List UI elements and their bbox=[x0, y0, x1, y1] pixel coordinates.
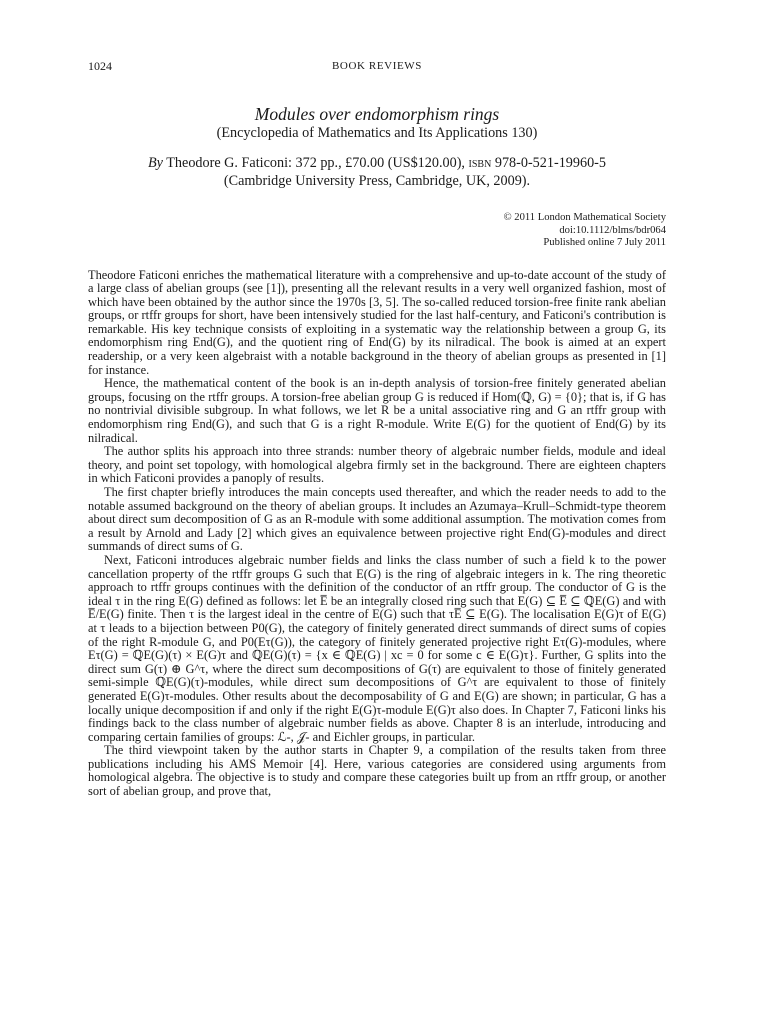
paragraph-5: Next, Faticoni introduces algebraic number fields and links the class number of such a field k to the power cancellation property of the rtffr groups G such that E(G) is the ring of algebraic integers in k. The ring theoretic approach to rtffr groups continues with the definition of the conductor of an rtffr group. The conductor of G is the ideal τ in the ring E(G) defined as follows: let E̅ be an integrally closed ring such that E(G) ⊆ E̅ ⊆ ℚE(G) and with E̅/E(G) finite. Then τ is the largest ideal in the centre of E(G) such that τE̅ ⊆ E(G). The localisation E(G)τ of E(G) at τ leads to a bijection between P0(G), the category of finitely generated direct summands of direct sums of copies of the right R-module G, and P0(Eτ(G)), the category of finitely generated projective right Eτ(G)-modules, where Eτ(G) = ℚE(G)(τ) × E(G)τ and ℚE(G)(τ) = {x ∈ ℚE(G) | xc = 0 for some c ∈ E(G)τ}. Further, G splits into the direct sum G(τ) ⊕ G^τ, where the direct sum decompositions of G(τ) are equivalent to those of finitely generated semi-simple ℚE(G)(τ)-modules, while direct sum decompositions of G^τ are equivalent to those of finitely generated E(G)τ-modules. Other results about the decomposability of G and E(G) are shown; in particular, G has a locally unique decomposition if and only if the right E(G)τ-module E(G)τ also does. In Chapter 7, Faticoni links his findings back to the class number of algebraic number fields as above. Chapter 8 is an interlude, introducing and comparing certain families of groups: ℒ-, 𝒥- and Eichler groups, in particular. bbox=[88, 552, 666, 744]
by-word: By bbox=[148, 155, 163, 171]
paragraph-6: The third viewpoint taken by the author starts in Chapter 9, a compilation of the results taken from three publications including his AMS Memoir [4]. Here, various categories are considered using arguments from homological algebra. The objective is to study and compare these categories built up from an rtffr group, or another sort of abelian group, and prove that, bbox=[88, 743, 666, 799]
paragraph-1: Theodore Faticoni enriches the mathematical literature with a comprehensive and up-to-date account of the study of a large class of abelian groups (see [1]), presenting all the relevant results in a very well organized fashion, most of which have been obtained by the author since the 1970s [3, 5]. The so-called reduced torsion-free finite rank abelian groups, or rtffr groups for short, have been intensively studied for the last half-century, and Faticoni's contribution is remarkable. His key technique consists of exploiting in a systematic way the relationship between a group G, its endomorphism ring End(G), and the quotient ring of End(G) by its nilradical. The book is aimed at an expert readership, or a very keen algebraist with a notable background in the theory of abelian groups as presented in [1] for instance. bbox=[88, 267, 666, 377]
paragraph-4: The first chapter briefly introduces the main concepts used thereafter, and which the reader needs to add to the notable assumed background on the theory of abelian groups. It includes an Azumaya–Krull–Schmidt-type theorem about direct sum decomposition of G as an R-module with some additional assumption. The motivation comes from a result by Arnold and Lady [2] which gives an equivalence between projective right End(G)-modules and direct summands of direct sums of G. bbox=[88, 485, 666, 554]
publication-meta bbox=[88, 212, 666, 250]
paragraph-2: Hence, the mathematical content of the book is an in-depth analysis of torsion-free finitely generated abelian groups, focusing on the rtffr groups. A torsion-free abelian group G is reduced if Hom(ℚ, G) = {0}; that is, if G has no nontrivial divisible subgroup. In what follows, we let R be a unital associative ring and G an rtffr group with endomorphism ring End(G), and such that G is a right R-module. Write E(G) for the quotient of End(G) by its nilradical. bbox=[88, 376, 666, 445]
book-series: (Encyclopedia of Mathematics and Its Applications 130) bbox=[216, 125, 538, 141]
doi-line: doi:10.1112/blms/bdr064 bbox=[559, 224, 666, 236]
book-title: Modules over endomorphism rings bbox=[254, 104, 500, 124]
byline bbox=[88, 154, 666, 190]
isbn-number: 978-0-521-19960-5 bbox=[494, 155, 606, 171]
review-body bbox=[88, 269, 666, 799]
page-number: 1024 bbox=[88, 59, 112, 73]
imprint: (Cambridge University Press, Cambridge, UK, 2009). bbox=[223, 173, 531, 189]
published-line: Published online 7 July 2011 bbox=[543, 237, 666, 248]
title-block bbox=[88, 104, 666, 142]
author-name: Theodore G. Faticoni: bbox=[166, 155, 292, 171]
book-details: 372 pp., £70.00 (US$120.00), bbox=[295, 155, 465, 171]
running-title: BOOK REVIEWS bbox=[331, 60, 422, 72]
page bbox=[88, 58, 666, 799]
paragraph-3: The author splits his approach into three strands: number theory of algebraic number fields, module and ideal theory, and point set topology, with homological algebra firmly set in the background. There are eighteen chapters in which Faticoni provides a panoply of results. bbox=[88, 444, 666, 486]
isbn-label: isbn bbox=[468, 155, 492, 171]
copyright-line: © 2011 London Mathematical Society bbox=[503, 212, 666, 223]
running-head bbox=[88, 58, 666, 74]
